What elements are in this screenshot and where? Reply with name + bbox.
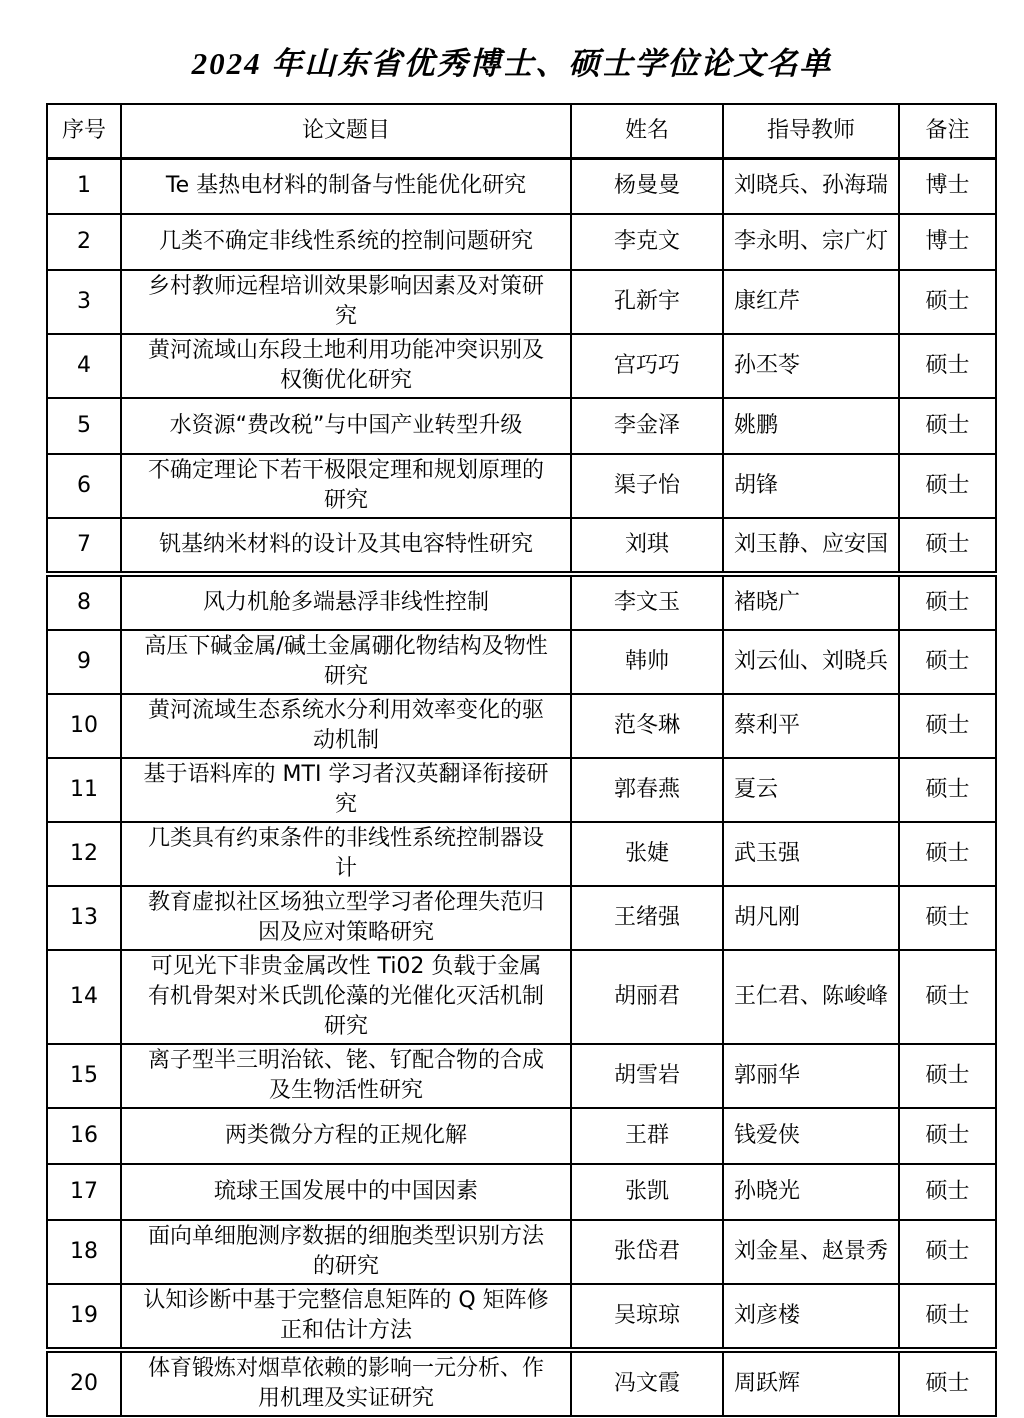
table-row (47, 1044, 996, 1108)
row-number: 12 (47, 822, 121, 886)
thesis-title: Te 基热电材料的制备与性能优化研究 (121, 158, 571, 214)
student-name: 张凯 (571, 1164, 723, 1220)
degree-note: 硕士 (899, 574, 996, 630)
thesis-title: 不确定理论下若干极限定理和规划原理的研究 (121, 454, 571, 518)
row-number: 1 (47, 158, 121, 214)
row-number: 13 (47, 886, 121, 950)
thesis-title: 乡村教师远程培训效果影响因素及对策研究 (121, 270, 571, 334)
thesis-table-body (47, 158, 996, 1416)
thesis-title: 黄河流域山东段土地利用功能冲突识别及权衡优化研究 (121, 334, 571, 398)
table-row (47, 886, 996, 950)
thesis-title: 几类具有约束条件的非线性系统控制器设计 (121, 822, 571, 886)
advisor-names: 孙丕苓 (723, 334, 899, 398)
degree-note: 硕士 (899, 270, 996, 334)
header-row-number: 序号 (47, 104, 121, 158)
advisor-names: 周跃辉 (723, 1350, 899, 1416)
thesis-title: 可见光下非贵金属改性 Ti02 负载于金属有机骨架对米氏凯伦藻的光催化灭活机制研究 (121, 950, 571, 1044)
table-row (47, 758, 996, 822)
degree-note: 硕士 (899, 886, 996, 950)
row-number: 14 (47, 950, 121, 1044)
student-name: 李克文 (571, 214, 723, 270)
student-name: 李文玉 (571, 574, 723, 630)
table-row (47, 270, 996, 334)
student-name: 胡丽君 (571, 950, 723, 1044)
page-title: 2024 年山东省优秀博士、硕士学位论文名单 (191, 46, 833, 81)
row-number: 9 (47, 630, 121, 694)
student-name: 范冬琳 (571, 694, 723, 758)
student-name: 韩帅 (571, 630, 723, 694)
thesis-title: 教育虚拟社区场独立型学习者伦理失范归因及应对策略研究 (121, 886, 571, 950)
table-row (47, 398, 996, 454)
degree-note: 硕士 (899, 758, 996, 822)
thesis-title: 体育锻炼对烟草依赖的影响一元分析、作用机理及实证研究 (121, 1350, 571, 1416)
thesis-title: 水资源“费改税”与中国产业转型升级 (121, 398, 571, 454)
row-number: 6 (47, 454, 121, 518)
table-header-row (47, 104, 996, 158)
advisor-names: 刘晓兵、孙海瑞 (723, 158, 899, 214)
advisor-names: 姚鹏 (723, 398, 899, 454)
thesis-table (46, 103, 997, 1417)
student-name: 孔新宇 (571, 270, 723, 334)
advisor-names: 郭丽华 (723, 1044, 899, 1108)
thesis-title: 两类微分方程的正规化解 (121, 1108, 571, 1164)
row-number: 4 (47, 334, 121, 398)
table-row (47, 334, 996, 398)
advisor-names: 夏云 (723, 758, 899, 822)
degree-note: 博士 (899, 214, 996, 270)
degree-note: 硕士 (899, 822, 996, 886)
degree-note: 博士 (899, 158, 996, 214)
advisor-names: 康红芹 (723, 270, 899, 334)
header-student-name: 姓名 (571, 104, 723, 158)
degree-note: 硕士 (899, 950, 996, 1044)
student-name: 吴琼琼 (571, 1284, 723, 1350)
advisor-names: 刘金星、赵景秀 (723, 1220, 899, 1284)
advisor-names: 蔡利平 (723, 694, 899, 758)
degree-note: 硕士 (899, 454, 996, 518)
row-number: 18 (47, 1220, 121, 1284)
row-number: 20 (47, 1350, 121, 1416)
table-row (47, 1220, 996, 1284)
row-number: 2 (47, 214, 121, 270)
row-number: 16 (47, 1108, 121, 1164)
advisor-names: 李永明、宗广灯 (723, 214, 899, 270)
degree-note: 硕士 (899, 1044, 996, 1108)
table-row (47, 630, 996, 694)
advisor-names: 胡锋 (723, 454, 899, 518)
row-number: 5 (47, 398, 121, 454)
student-name: 宫巧巧 (571, 334, 723, 398)
student-name: 冯文霞 (571, 1350, 723, 1416)
row-number: 15 (47, 1044, 121, 1108)
table-row (47, 1164, 996, 1220)
row-number: 3 (47, 270, 121, 334)
row-number: 8 (47, 574, 121, 630)
thesis-title: 高压下碱金属/碱土金属硼化物结构及物性研究 (121, 630, 571, 694)
row-number: 11 (47, 758, 121, 822)
advisor-names: 王仁君、陈峻峰 (723, 950, 899, 1044)
row-number: 19 (47, 1284, 121, 1350)
advisor-names: 钱爱侠 (723, 1108, 899, 1164)
thesis-title: 黄河流域生态系统水分利用效率变化的驱动机制 (121, 694, 571, 758)
header-note: 备注 (899, 104, 996, 158)
header-thesis-title: 论文题目 (121, 104, 571, 158)
degree-note: 硕士 (899, 694, 996, 758)
table-row (47, 950, 996, 1044)
advisor-names: 褚晓广 (723, 574, 899, 630)
thesis-title: 琉球王国发展中的中国因素 (121, 1164, 571, 1220)
thesis-title: 面向单细胞测序数据的细胞类型识别方法的研究 (121, 1220, 571, 1284)
advisor-names: 刘玉静、应安国 (723, 518, 899, 574)
student-name: 王群 (571, 1108, 723, 1164)
student-name: 王绪强 (571, 886, 723, 950)
thesis-title: 钒基纳米材料的设计及其电容特性研究 (121, 518, 571, 574)
thesis-title: 离子型半三明治铱、铑、钌配合物的合成及生物活性研究 (121, 1044, 571, 1108)
student-name: 李金泽 (571, 398, 723, 454)
student-name: 郭春燕 (571, 758, 723, 822)
degree-note: 硕士 (899, 1220, 996, 1284)
table-row (47, 214, 996, 270)
degree-note: 硕士 (899, 334, 996, 398)
advisor-names: 武玉强 (723, 822, 899, 886)
advisor-names: 孙晓光 (723, 1164, 899, 1220)
thesis-title: 基于语料库的 MTI 学习者汉英翻译衔接研究 (121, 758, 571, 822)
degree-note: 硕士 (899, 1284, 996, 1350)
table-row (47, 1350, 996, 1416)
student-name: 刘琪 (571, 518, 723, 574)
header-advisor: 指导教师 (723, 104, 899, 158)
degree-note: 硕士 (899, 398, 996, 454)
degree-note: 硕士 (899, 1108, 996, 1164)
degree-note: 硕士 (899, 518, 996, 574)
table-row (47, 158, 996, 214)
student-name: 张婕 (571, 822, 723, 886)
advisor-names: 胡凡刚 (723, 886, 899, 950)
student-name: 渠子怡 (571, 454, 723, 518)
row-number: 10 (47, 694, 121, 758)
table-row (47, 1284, 996, 1350)
row-number: 17 (47, 1164, 121, 1220)
advisor-names: 刘彦楼 (723, 1284, 899, 1350)
degree-note: 硕士 (899, 1350, 996, 1416)
table-row (47, 574, 996, 630)
table-row (47, 822, 996, 886)
thesis-title: 风力机舱多端悬浮非线性控制 (121, 574, 571, 630)
degree-note: 硕士 (899, 1164, 996, 1220)
table-row (47, 694, 996, 758)
advisor-names: 刘云仙、刘晓兵 (723, 630, 899, 694)
student-name: 张岱君 (571, 1220, 723, 1284)
thesis-title: 几类不确定非线性系统的控制问题研究 (121, 214, 571, 270)
student-name: 杨曼曼 (571, 158, 723, 214)
row-number: 7 (47, 518, 121, 574)
table-row (47, 1108, 996, 1164)
table-row (47, 518, 996, 574)
table-row (47, 454, 996, 518)
degree-note: 硕士 (899, 630, 996, 694)
student-name: 胡雪岩 (571, 1044, 723, 1108)
thesis-title: 认知诊断中基于完整信息矩阵的 Q 矩阵修正和估计方法 (121, 1284, 571, 1350)
